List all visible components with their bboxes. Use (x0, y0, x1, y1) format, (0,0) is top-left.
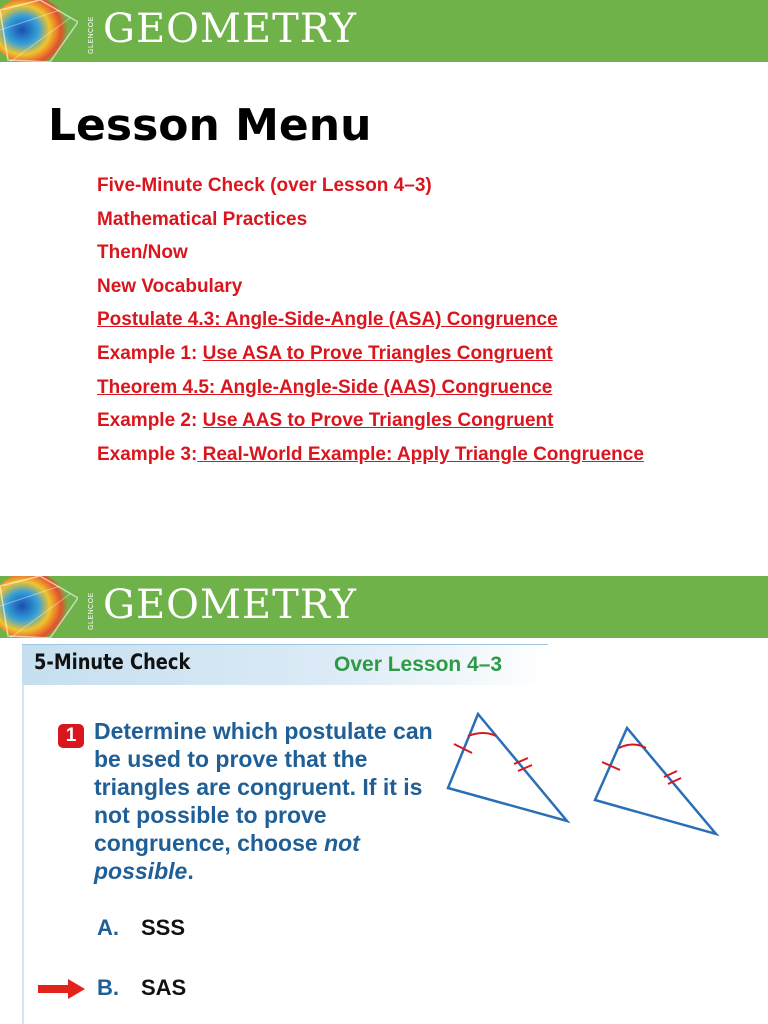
question-body: Determine which postulate can be used to prove that the triangles are congruent. If it is not possible to prove congruence, choose (94, 718, 433, 856)
answer-letter: B. (97, 975, 119, 1000)
menu-item-theorem-4-5 (97, 374, 644, 408)
glencoe-imprint: GLENCOE (88, 592, 95, 630)
question-end: . (187, 858, 194, 884)
five-minute-check-slide (0, 576, 768, 1024)
menu-item-label: Example 3: (97, 443, 198, 465)
menu-item-postulate-4-3 (97, 306, 644, 340)
menu-item-label: New Vocabulary (97, 275, 243, 297)
postulate-4-3-link[interactable]: Postulate 4.3: Angle-Side-Angle (ASA) Congruence (97, 309, 558, 331)
brand-title: GEOMETRY (103, 6, 358, 52)
selected-answer-arrow-icon (38, 978, 86, 1000)
menu-item-label: Then/Now (97, 242, 188, 264)
menu-item-mathematical-practices[interactable] (97, 206, 644, 240)
menu-item-label: Example 1: (97, 342, 203, 364)
answer-letter: A. (97, 915, 119, 940)
menu-item-example-3 (97, 441, 644, 475)
example-3-link[interactable]: Real-World Example: Apply Triangle Congruence (197, 443, 644, 465)
question-emphasis: not possible (94, 830, 360, 884)
answer-option-a[interactable] (97, 915, 185, 941)
menu-item-five-minute-check[interactable] (97, 172, 644, 206)
lesson-menu-list (97, 172, 644, 474)
triangle-left (448, 714, 567, 821)
lesson-menu-title: Lesson Menu (48, 100, 372, 151)
check-subtitle: Over Lesson 4–3 (334, 653, 503, 676)
question-number-badge: 1 (58, 724, 84, 748)
triangle-diagram (0, 576, 768, 1024)
menu-item-example-1 (97, 340, 644, 374)
angle-mark-left (468, 733, 496, 736)
glencoe-imprint: GLENCOE (88, 16, 95, 54)
geometry-banner (0, 0, 768, 62)
menu-item-new-vocabulary[interactable] (97, 273, 644, 307)
brand-title: GEOMETRY (103, 582, 358, 628)
menu-item-then-now[interactable] (97, 239, 644, 273)
answer-text: SAS (141, 975, 187, 1000)
example-2-link[interactable]: Use AAS to Prove Triangles Congruent (202, 410, 554, 432)
menu-item-label: Example 2: (97, 410, 203, 432)
menu-item-example-2 (97, 407, 644, 441)
answer-option-b[interactable] (97, 975, 186, 1001)
answer-text: SSS (141, 915, 186, 940)
geometry-logo-art (0, 0, 78, 62)
theorem-4-5-link[interactable]: Theorem 4.5: Angle-Angle-Side (AAS) Congruence (97, 376, 553, 398)
menu-item-label: Mathematical Practices (97, 208, 308, 230)
menu-item-label: Five-Minute Check (over Lesson 4–3) (97, 175, 432, 196)
triangle-right (595, 728, 716, 834)
check-title: 5-Minute Check (34, 650, 191, 674)
example-1-link[interactable]: Use ASA to Prove Triangles Congruent (202, 342, 553, 364)
